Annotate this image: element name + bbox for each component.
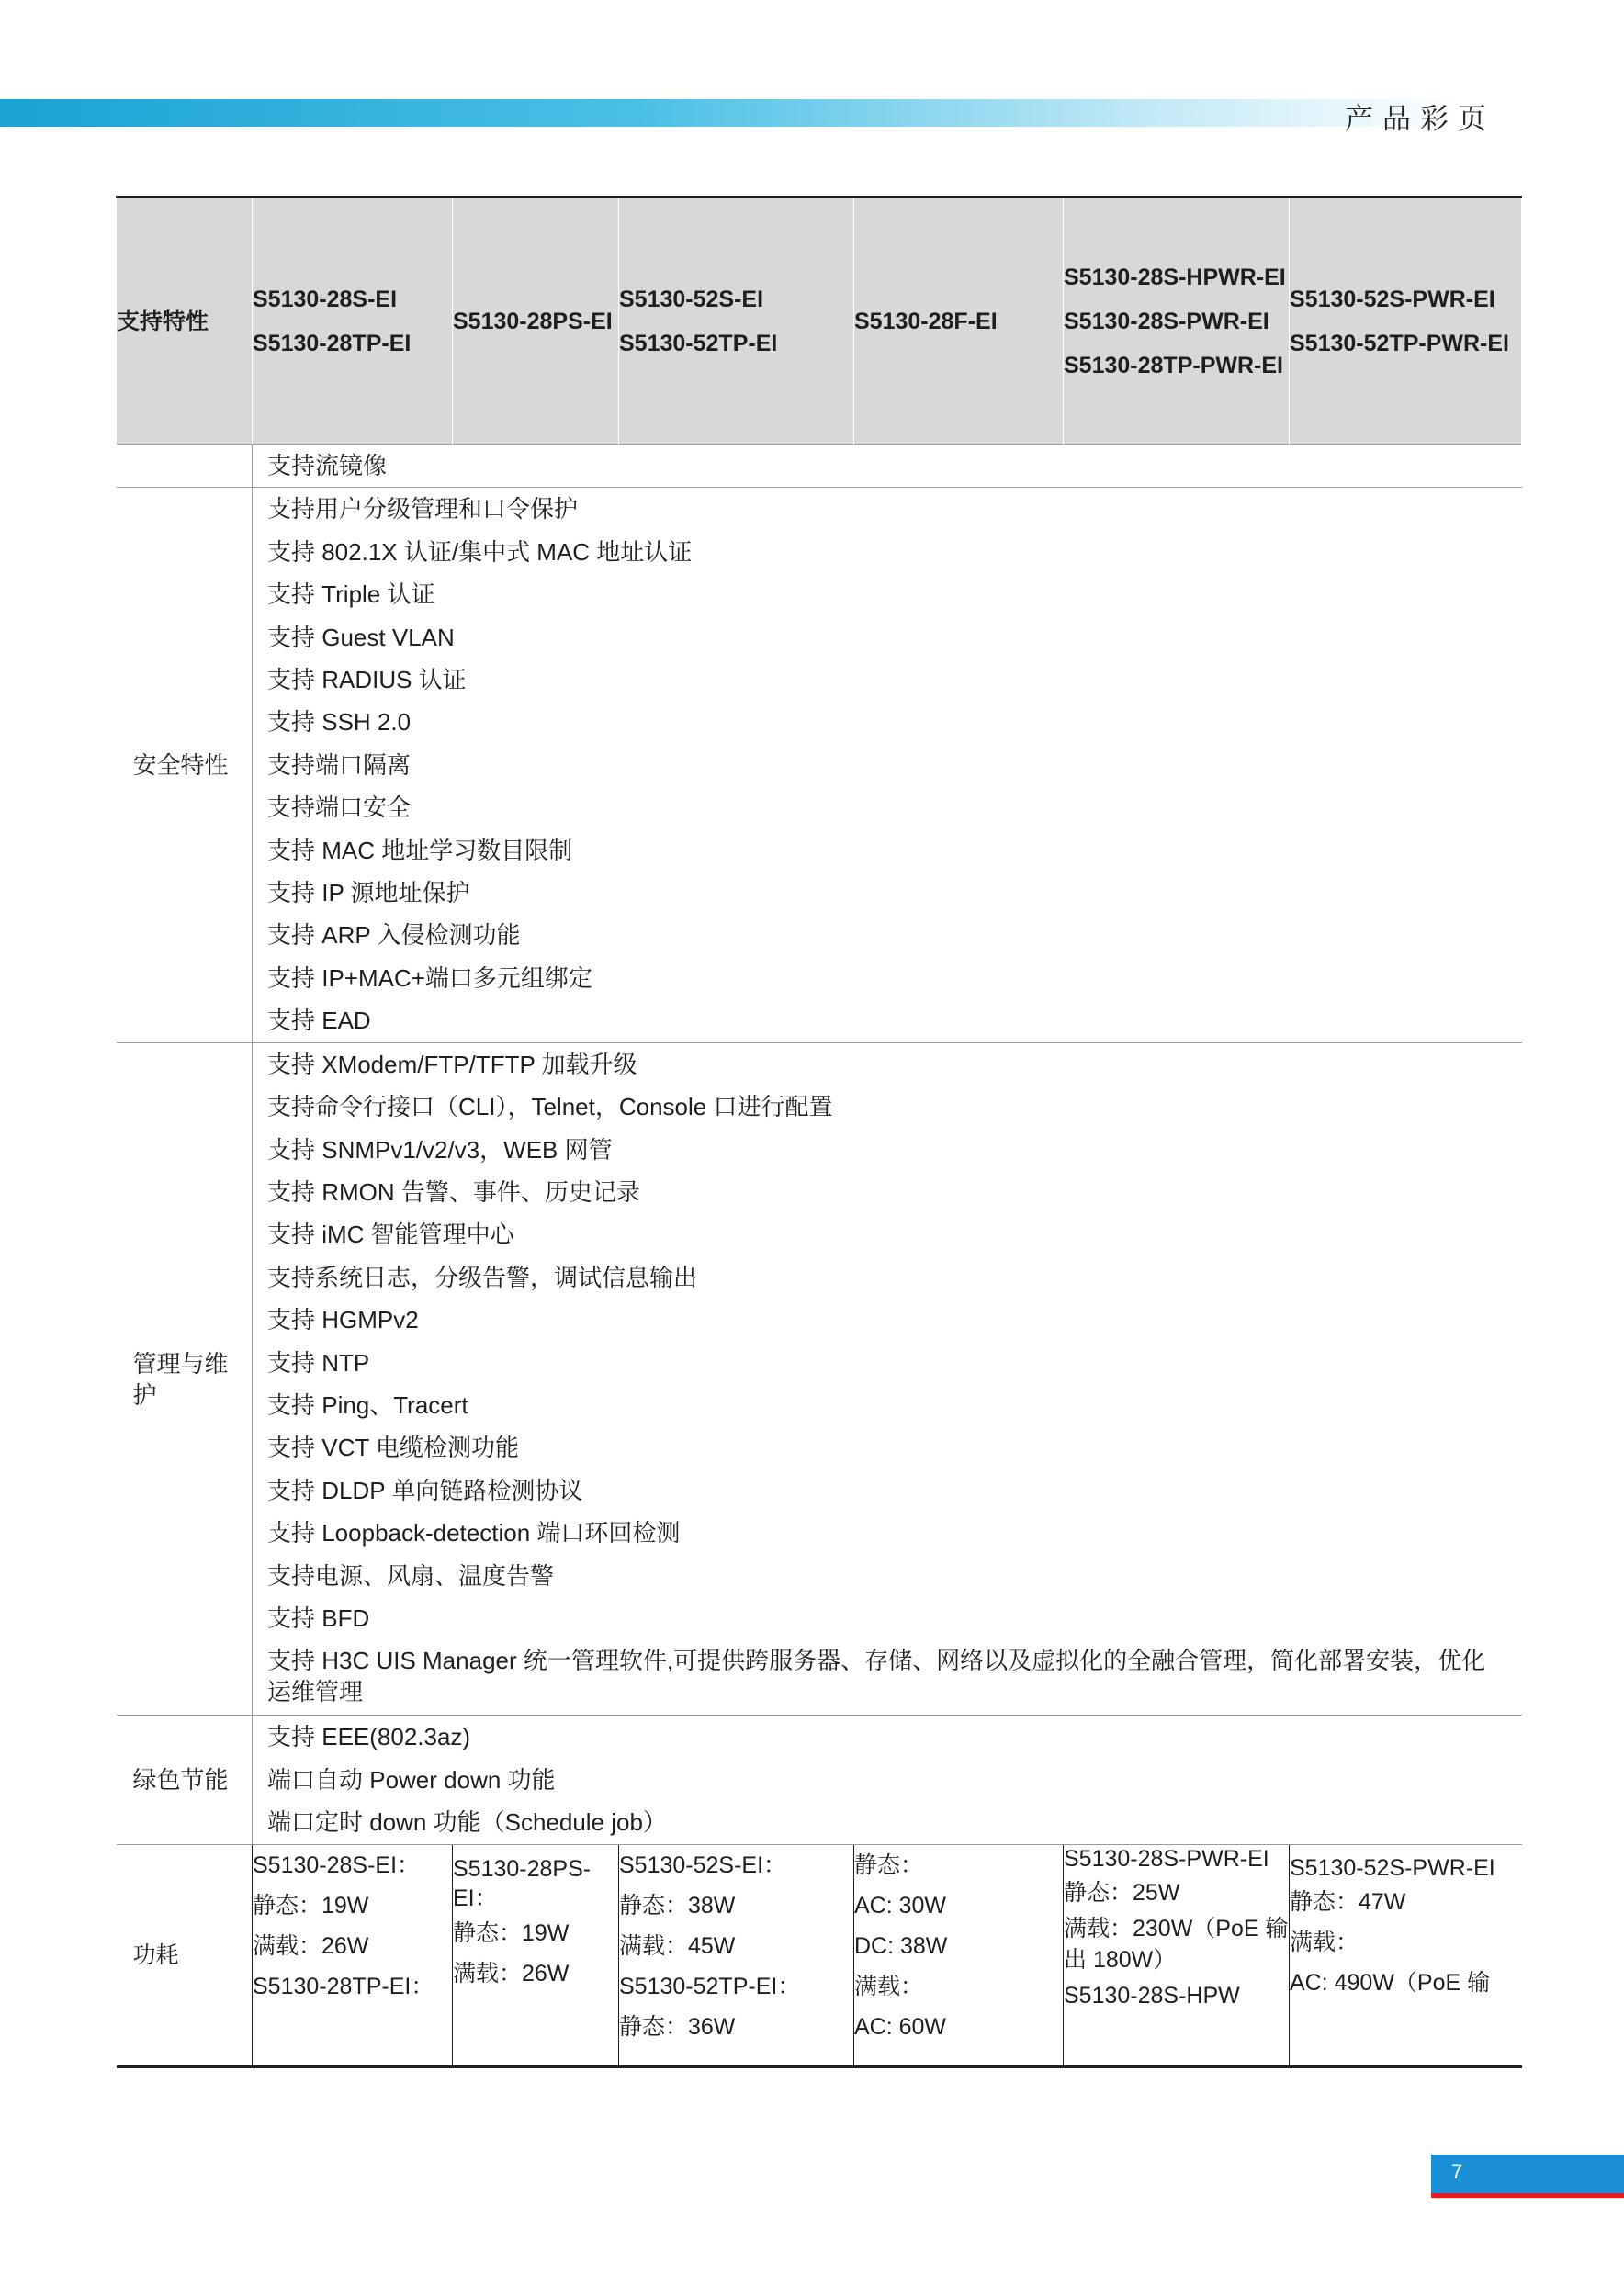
header-cell-model: S5130-28S-EI S5130-28TP-EI: [253, 197, 453, 445]
feature-item: 支持 XModem/FTP/TFTP 加载升级: [267, 1050, 637, 1078]
feature-item: 支持 EAD: [267, 1007, 371, 1035]
table-header-row: [117, 197, 1522, 445]
feature-item: 支持 Triple 认证: [267, 580, 435, 609]
power-cell: S5130-52S-EI： 静态：38W 满载：45W S5130-52TP-EI： 静态：36W: [619, 1844, 854, 2066]
power-cell: S5130-28S-PWR-EI 静态：25W 满载：230W（PoE 输出 180W） S5130-28S-HPW: [1064, 1844, 1290, 2066]
power-cell: S5130-28PS-EI： 静态：19W 满载：26W: [453, 1844, 619, 2066]
header-cell-model: S5130-28F-EI: [854, 197, 1064, 445]
power-row: [117, 1844, 1522, 2066]
feature-item: 端口自动 Power down 功能: [267, 1765, 556, 1794]
spec-table: [116, 196, 1522, 2068]
feature-item: 支持电源、风扇、温度告警: [267, 1561, 555, 1590]
feature-list: [253, 1042, 1522, 1716]
feature-list: [253, 1716, 1522, 1844]
table-row: [117, 488, 1522, 1042]
feature-item: 支持 EEE(802.3az): [267, 1723, 471, 1751]
feature-item: 支持 Loopback-detection 端口环回检测: [267, 1519, 681, 1548]
feature-item: 支持 HGMPv2: [267, 1306, 419, 1334]
feature-item: 支持端口隔离: [267, 750, 412, 779]
feature-list: [253, 445, 1522, 488]
feature-item: 支持用户分级管理和口令保护: [267, 495, 579, 523]
feature-item: 支持 iMC 智能管理中心: [267, 1221, 514, 1249]
feature-item: 支持 RADIUS 认证: [267, 666, 467, 694]
feature-item: 支持流镜像: [267, 452, 388, 479]
table-row: [117, 1042, 1522, 1716]
power-cell: S5130-52S-PWR-EI 静态：47W 满载： AC: 490W（PoE 输: [1290, 1844, 1522, 2066]
power-cell: S5130-28S-EI： 静态：19W 满载：26W S5130-28TP-EI：: [253, 1844, 453, 2066]
feature-item: 支持 SSH 2.0: [267, 708, 412, 737]
feature-item: 支持 BFD: [267, 1604, 370, 1632]
category-cell: 绿色节能: [117, 1716, 253, 1844]
table-row: [117, 1716, 1522, 1844]
header-cell-model: S5130-28S-HPWR-EI S5130-28S-PWR-EI S5130-28TP-PWR-EI: [1064, 197, 1290, 445]
feature-item: 支持 IP+MAC+端口多元组绑定: [267, 963, 592, 992]
header-cell-model: S5130-28PS-EI: [453, 197, 619, 445]
feature-item: 支持 RMON 告警、事件、历史记录: [267, 1177, 640, 1206]
page-header-title: 产品彩页: [1345, 103, 1495, 136]
feature-item: 支持 SNMPv1/v2/v3，WEB 网管: [267, 1135, 613, 1164]
feature-item: 支持 MAC 地址学习数目限制: [267, 836, 573, 864]
feature-item: 支持 NTP: [267, 1348, 370, 1377]
category-cell: [117, 445, 253, 488]
feature-item: 支持 Ping、Tracert: [267, 1390, 468, 1419]
category-cell: 功耗: [117, 1844, 253, 2066]
feature-list: [253, 488, 1522, 1042]
feature-item: 支持 Guest VLAN: [267, 623, 455, 651]
page-number-badge: [1431, 2155, 1624, 2198]
feature-item: 支持 ARP 入侵检测功能: [267, 921, 521, 950]
table-row: [117, 445, 1522, 488]
feature-item: 支持系统日志，分级告警，调试信息输出: [267, 1263, 698, 1291]
feature-item: 支持 802.1X 认证/集中式 MAC 地址认证: [267, 537, 693, 566]
header-cell-model: S5130-52S-EI S5130-52TP-EI: [619, 197, 854, 445]
feature-item: 支持 DLDP 单向链路检测协议: [267, 1476, 583, 1504]
header-cell-feature: 支持特性: [117, 197, 253, 445]
feature-item: 支持端口安全: [267, 793, 412, 822]
page-number: 7: [1451, 2160, 1463, 2183]
feature-item: 端口定时 down 功能（Schedule job）: [267, 1808, 667, 1837]
feature-item: 支持命令行接口（CLI），Telnet，Console 口进行配置: [267, 1093, 833, 1121]
feature-item: 支持 IP 源地址保护: [267, 879, 470, 907]
power-cell: 静态： AC: 30W DC: 38W 满载： AC: 60W: [854, 1844, 1064, 2066]
category-cell: 安全特性: [117, 488, 253, 1042]
category-cell: 管理与维护: [117, 1042, 253, 1716]
feature-item: 支持 H3C UIS Manager 统一管理软件,可提供跨服务器、存储、网络以及虚拟化的全融合管理，简化部署安装，优化运维管理: [267, 1647, 1486, 1706]
header-cell-model: S5130-52S-PWR-EI S5130-52TP-PWR-EI: [1290, 197, 1522, 445]
feature-item: 支持 VCT 电缆检测功能: [267, 1434, 519, 1462]
